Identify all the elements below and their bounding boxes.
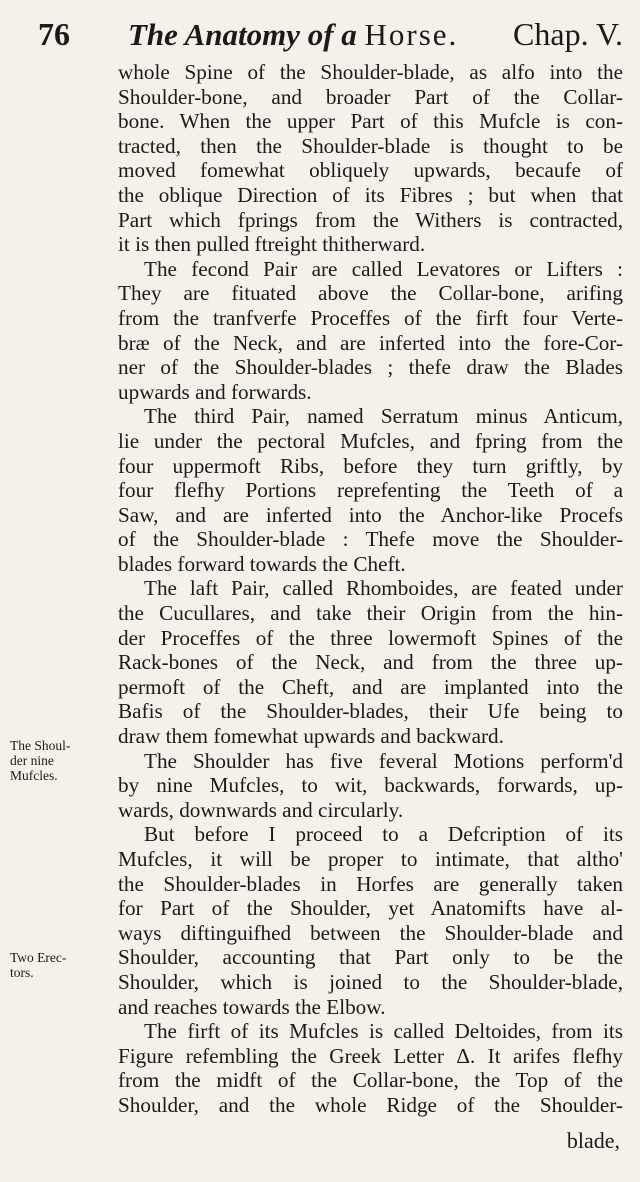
text-line: moved fomewhat obliquely upwards, becaufe of	[118, 158, 623, 183]
text-line: Saw, and are inferted into the Anchor-like Procefs	[118, 502, 623, 527]
text-line: ways diftinguifhed between the Shoulder-blade and	[118, 920, 623, 945]
text-line: bræ of the Neck, and are inferted into the fore-Cor-	[118, 330, 623, 355]
text-line: the oblique Direction of its Fibres ; but when that	[118, 182, 623, 207]
text-line: ner of the Shoulder-blades ; thefe draw the Blades	[118, 355, 623, 380]
text-line: The firft of its Mufcles is called Deltoides, from its	[144, 1019, 623, 1044]
text-line: for Part of the Shoulder, yet Anatomifts have al-	[118, 896, 623, 921]
running-title-italic: The Anatomy of a	[128, 17, 357, 52]
body-text	[118, 60, 623, 1118]
text-line: But before I proceed to a Defcription of its	[144, 822, 623, 847]
text-line: and reaches towards the Elbow.	[118, 994, 386, 1019]
catchword: blade,	[566, 1128, 620, 1153]
text-line: Rack-bones of the Neck, and from the three up-	[118, 650, 623, 675]
text-line: They are fituated above the Collar-bone, arifing	[118, 281, 623, 306]
running-title-caps: Horse.	[364, 17, 459, 52]
text-line: four uppermoft Ribs, before they turn griftly, by	[118, 453, 623, 478]
running-header	[38, 16, 623, 60]
text-line: Shoulder, accounting that Part only to be the	[118, 945, 623, 970]
chapter-label: Chap. V.	[513, 16, 623, 52]
text-line: Mufcles, it will be proper to intimate, that altho'	[118, 847, 623, 871]
text-line: lie under the pectoral Mufcles, and fpring from the	[118, 428, 623, 453]
text-line: draw them fomewhat upwards and backward.	[118, 724, 504, 749]
text-line: by nine Mufcles, to wit, backwards, forwards, up-	[118, 773, 623, 798]
text-line: it is then pulled ftreight thitherward.	[118, 232, 426, 257]
text-line: permoft of the Cheft, and are implanted into the	[118, 674, 623, 699]
text-line: upwards and forwards.	[118, 379, 312, 404]
page-number: 76	[38, 16, 70, 52]
text-line: The laft Pair, called Rhomboides, are feated under	[144, 576, 623, 601]
text-line: whole Spine of the Shoulder-blade, as alfo into the	[118, 60, 623, 84]
text-line: Shoulder, which is joined to the Shoulder-blade,	[118, 969, 623, 994]
margin-note-two-erectors: Two Erec-tors.	[10, 950, 67, 980]
text-line: four flefhy Portions reprefenting the Teeth of a	[118, 478, 623, 503]
text-line: from the midft of the Collar-bone, the Top of the	[118, 1068, 623, 1093]
text-line: The fecond Pair are called Levatores or Lifters :	[144, 256, 623, 281]
text-line: wards, downwards and circularly.	[118, 797, 404, 822]
text-line: bone. When the upper Part of this Mufcle is con-	[118, 109, 623, 134]
text-line: The third Pair, named Serratum minus Anticum,	[144, 404, 623, 429]
text-line: from the tranfverfe Proceffes of the firft four Verte-	[118, 305, 623, 330]
text-line: tracted, then the Shoulder-blade is thought to be	[118, 133, 623, 158]
text-line: the Shoulder-blades in Horfes are generally taken	[118, 871, 623, 896]
text-line: Part which fprings from the Withers is contracted,	[118, 207, 623, 232]
text-line: Shoulder, and the whole Ridge of the Shoulder-	[118, 1092, 623, 1117]
text-line: The Shoulder has five feveral Motions perform'd	[144, 748, 623, 773]
text-line: der Proceffes of the three lowermoft Spines of the	[118, 625, 623, 650]
text-line: Shoulder-bone, and broader Part of the Collar-	[118, 84, 623, 109]
text-line: of the Shoulder-blade : Thefe move the Shoulder-	[118, 527, 623, 552]
text-line: Figure refembling the Greek Letter Δ. It arifes flefhy	[118, 1043, 623, 1068]
text-line: Bafis of the Shoulder-blades, their Ufe being to	[118, 699, 623, 724]
running-title	[128, 17, 458, 53]
text-line: blades forward towards the Cheft.	[118, 551, 406, 576]
margin-note-shoulder-muscles: The Shoul-der nine Mufcles.	[10, 738, 71, 783]
text-line: the Cucullares, and take their Origin from the hin-	[118, 601, 623, 626]
